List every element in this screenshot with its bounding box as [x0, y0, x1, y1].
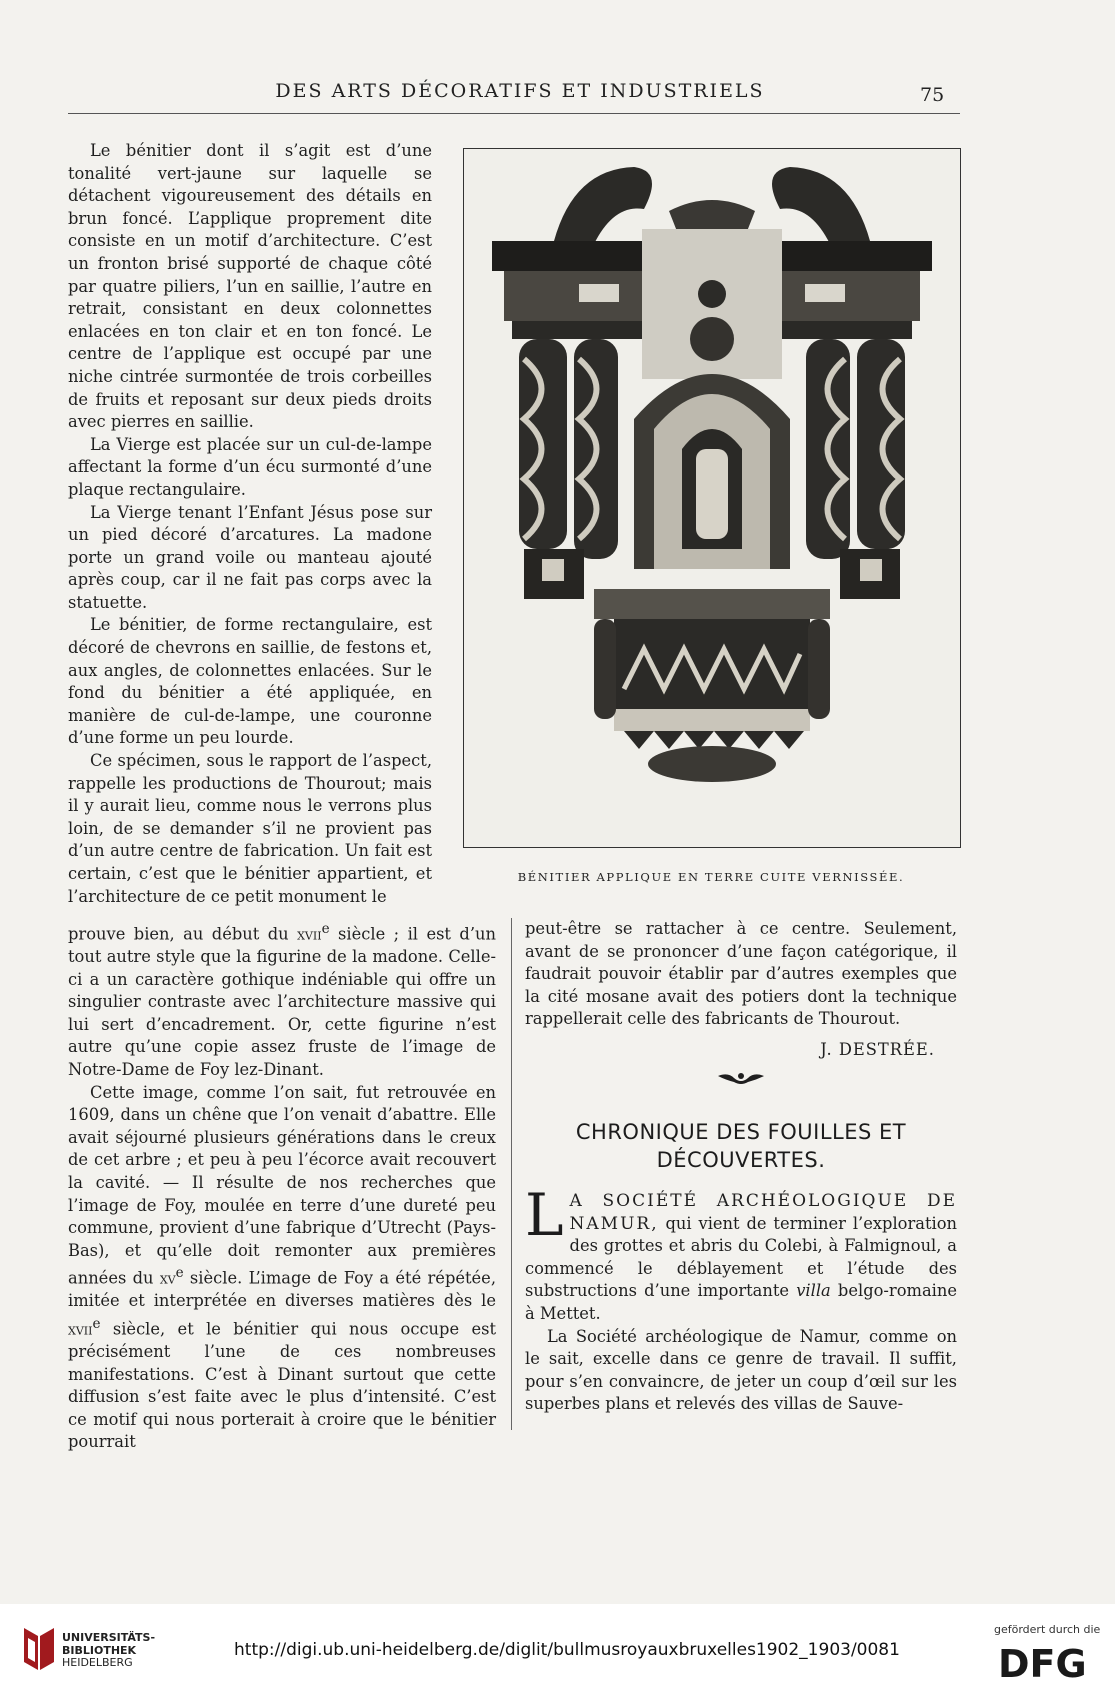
paragraph: La Société archéologique de Namur, comme on le sait, excelle dans ce genre de travail. Il suffit, pour s’en convaincre, de jeter un coup d’œil sur les superbes plans et relevés des villas de Sauve-	[525, 1326, 957, 1414]
permalink-url[interactable]: http://digi.ub.uni-heidelberg.de/diglit/bullmusroyauxbruxelles1902_1903/0081	[234, 1640, 900, 1660]
figure-photograph	[463, 148, 961, 848]
paragraph: La Vierge est placée sur un cul-de-lampe affectant la forme d’un écu surmonté d’une plaque rectangulaire.	[68, 434, 432, 499]
dfg-logo	[998, 1644, 1102, 1682]
left-column-top	[68, 140, 432, 908]
paragraph: La Vierge tenant l’Enfant Jésus pose sur un pied décoré d’arcatures. La madone porte un grand voile ou manteau ajouté après coup, car il ne fait pas corps avec la statuette.	[68, 502, 432, 612]
header-rule	[68, 113, 960, 114]
column-divider	[511, 918, 512, 1430]
right-column	[525, 918, 957, 1031]
paragraph: Le bénitier, de forme rectangulaire, est décoré de chevrons en saillie, de festons et, aux angles, de colonnettes enlacées. Sur le fond du bénitier a été appliquée, en manière de cul-de-lampe, une couronne d’une forme un peu lourde.	[68, 615, 432, 748]
page-number: 75	[920, 84, 945, 106]
footer-bar	[0, 1604, 1115, 1694]
paragraph: L A SOCIÉTÉ ARCHÉOLOGIQUE DE NAMUR, qui vient de terminer l’exploration des grottes et abris du Colebi, à Falmignoul, a commencé le déblayement et l’étude des substructions d’une importante villa belgo-romaine à Mettet.	[525, 1181, 957, 1323]
paragraph: Le bénitier dont il s’agit est d’une tonalité vert-jaune sur laquelle se détachent vigoureusement des détails en brun foncé. L’applique proprement dite consiste en un motif d’architecture. C’est un fronton brisé supporté de chaque côté par quatre piliers, l’un en saillie, l’autre en retrait, consistant en deux colonnettes enlacées en ton clair et en ton foncé. Le centre de l’applique est occupé par une niche cintrée surmontée de trois corbeilles de fruits et reposant sur deux pieds droits avec pierres en saillie.	[68, 141, 432, 432]
paragraph: Cette image, comme l’on sait, fut retrouvée en 1609, dans un chêne que l’on venait d’abattre. Elle avait séjourné plusieurs générations dans le creux de cet arbre ; et peu à peu l’écorce avait recouvert la cavité. — Il résulte de nos recherches que l’image de Foy, moulée en terre d’une dureté peu commune, provient d’une fabrique d’Utrecht (Pays-Bas), et qu’elle doit remonter aux premières années du $xv^e$ siècle. L’image de Foy a été répétée, imitée et interprétée en diverses matières dès le xvii$^e$ siècle, et le bénitier qui nous occupe est précisément l’une de ces nombreuses manifestations. C’est à Dinant surtout que cette diffusion s’est faite avec le plus d’intensité. C’est ce motif qui nous porterait à croire que le bénitier pourrait	[68, 1082, 496, 1452]
author-signature: J. DESTRÉE.	[820, 1040, 935, 1059]
figure-caption: BÉNITIER APPLIQUE EN TERRE CUITE VERNISSÉE.	[517, 870, 905, 884]
benitier-photo	[464, 149, 960, 847]
library-name: UNIVERSITÄTS- BIBLIOTHEK HEIDELBERG	[62, 1631, 156, 1669]
ornament-icon	[716, 1070, 766, 1086]
funding-note: gefördert durch die	[994, 1623, 1101, 1636]
university-library-logo-icon	[22, 1626, 56, 1672]
running-head: DES ARTS DÉCORATIFS ET INDUSTRIELS	[275, 80, 765, 102]
section-body	[525, 1181, 957, 1416]
paragraph: prouve bien, au début du xvii$^e$ siècle ; il est d’un tout autre style que la figurine de la madone. Celle-ci a un caractère gothique indéniable qui offre un singulier contraste avec l’architecture massive qui lui sert d’encadrement. Or, cette figurine n’est autre qu’une copie assez fruste de l’image de Notre-Dame de Foy lez-Dinant.	[68, 921, 496, 1079]
drop-cap: L	[525, 1181, 564, 1249]
section-title: CHRONIQUE DES FOUILLES ET DÉCOUVERTES.	[575, 1120, 907, 1172]
svg-text:DFG: DFG	[998, 1644, 1087, 1682]
left-column-bottom	[68, 918, 496, 1454]
paragraph: peut-être se rattacher à ce centre. Seulement, avant de se prononcer d’une façon catégorique, il faudrait pouvoir établir par d’autres exemples que la cité mosane avait des potiers dont la technique rappellerait celle des fabricants de Thourout.	[525, 919, 957, 1029]
paragraph: Ce spécimen, sous le rapport de l’aspect, rappelle les productions de Thourout; mais il y aurait lieu, comme nous le verrons plus loin, de se demander s’il ne provient pas d’un autre centre de fabrication. Un fait est certain, c’est que le bénitier appartient, et l’architecture de ce petit monument le	[68, 751, 432, 906]
